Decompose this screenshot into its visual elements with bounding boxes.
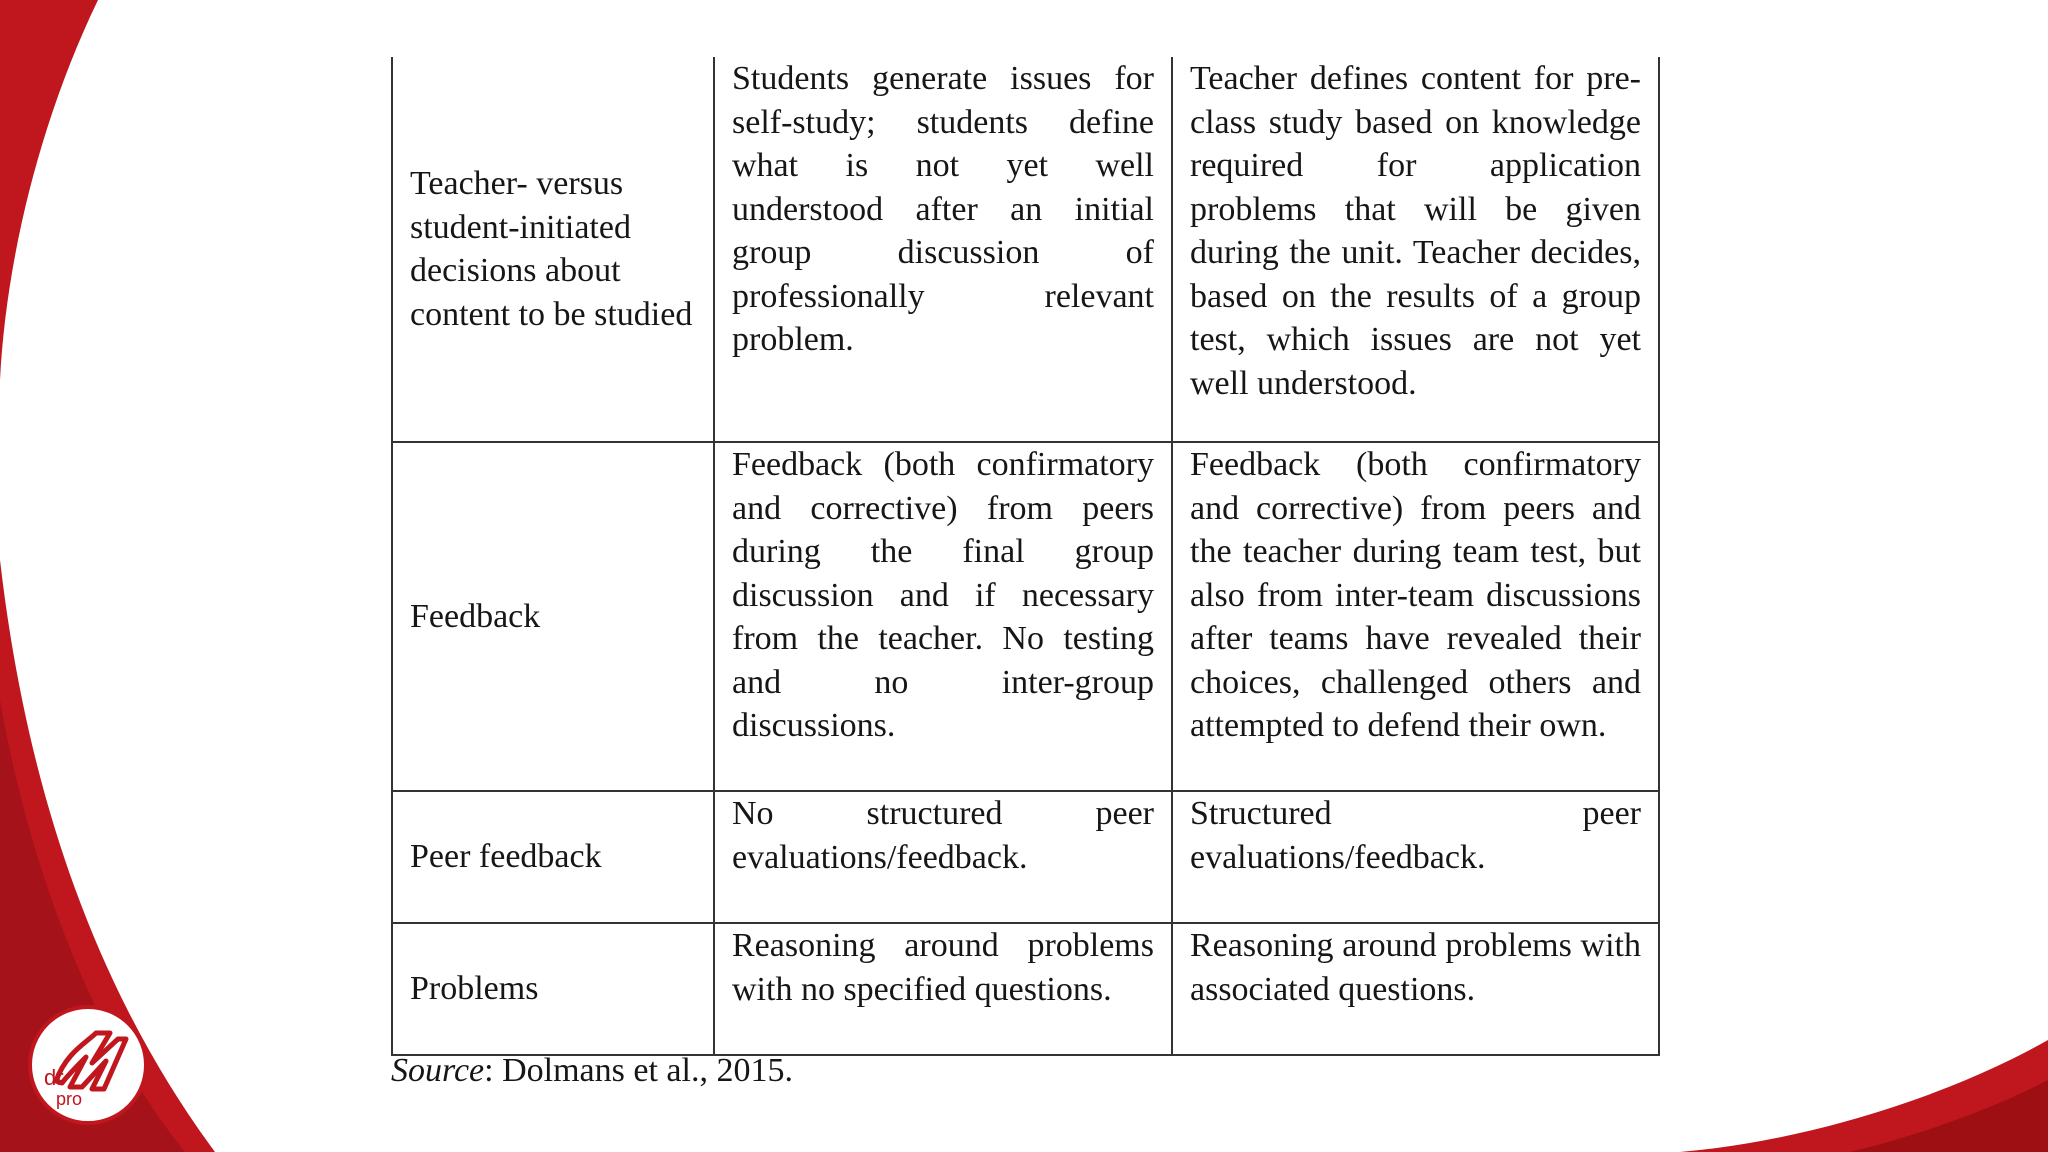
tbl-cell: Feedback (both confirmatory and corrective) from peers and the teacher during team test, but also from inter-team discussions after teams have revealed their choices, challenged others and attempted to defend their own. [1172,442,1659,791]
left-red-swoosh [0,0,98,380]
tbl-cell: Structured peer evaluations/feedback. [1172,791,1659,923]
logo-text-top: dr [44,1065,64,1090]
source-citation [391,1052,793,1090]
table-row [392,57,1659,442]
table-row [392,442,1659,791]
tbl-cell: Teacher defines content for pre-class study based on knowledge required for application problems that will be given during the unit. Teacher decides, based on the results of a group test, which issues are not yet well understood. [1172,57,1659,442]
pbl-cell: No structured peer evaluations/feedback. [714,791,1172,923]
table-row [392,923,1659,1055]
comparison-table [391,57,1660,1056]
logo-text-bottom: pro [56,1089,83,1109]
table-row [392,791,1659,923]
row-label: Feedback [392,442,714,791]
source-label: Source [391,1052,485,1089]
tbl-cell: Reasoning around problems with associated questions. [1172,923,1659,1055]
pbl-cell: Feedback (both confirmatory and corrective) from peers during the final group discussion and if necessary from the teacher. No testing and no inter-group discussions. [714,442,1172,791]
pbl-cell: Students generate issues for self-study; students define what is not yet well understood after an initial group discussion of professionally relevant problem. [714,57,1172,442]
comparison-table-container [391,57,1658,1056]
row-label: Teacher- versus student-initiated decisions about content to be studied [392,57,714,442]
row-label: Peer feedback [392,791,714,923]
row-label: Problems [392,923,714,1055]
dr-sn-pro-logo-icon [26,1003,150,1127]
source-text: : Dolmans et al., 2015. [484,1052,793,1089]
pbl-cell: Reasoning around problems with no specified questions. [714,923,1172,1055]
